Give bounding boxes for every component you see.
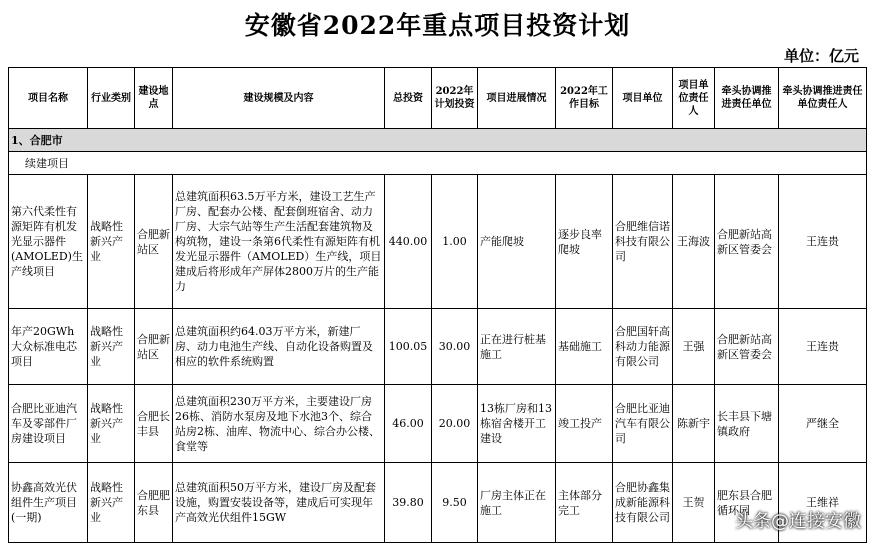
lead-person: 王维祥 (779, 463, 867, 543)
header-company: 项目单位 (613, 68, 673, 129)
scope: 总建筑面积约64.03万平方米，新建厂房、动力电池生产线、自动化设备购置及相应的软件系统购置 (173, 309, 385, 385)
scope: 总建筑面积50万平方米，建设厂房及配套设施，购置安装设备等，建成后可实现年产高效光伏组件15GW (173, 463, 385, 543)
progress: 13栋厂房和13栋宿舍楼开工建设 (478, 385, 556, 463)
goal: 基础施工 (556, 309, 613, 385)
person: 陈新宇 (673, 385, 715, 463)
scope: 总建筑面积63.5万平方米，建设工艺生产厂房、配套办公楼、配套倒班宿舍、动力厂房、大宗气站等生产生活配套建筑物及构筑物，建设一条第6代柔性有源矩阵有机发光显示器件（AMOLED）生产线，项目建成后将形成年产屏体2800万片的生产能力 (173, 175, 385, 309)
header-project-name: 项目名称 (9, 68, 88, 129)
investment-plan-table (8, 67, 867, 543)
header-progress: 项目进展情况 (478, 68, 556, 129)
lead-unit: 肥东县合肥循环园 (715, 463, 779, 543)
project-name: 合肥比亚迪汽车及零部件厂房建设项目 (9, 385, 88, 463)
lead-unit: 长丰县下塘镇政府 (715, 385, 779, 463)
plan-investment: 1.00 (432, 175, 478, 309)
location: 合肥新站区 (135, 309, 173, 385)
project-name: 年产20GWh大众标准电芯项目 (9, 309, 88, 385)
company: 合肥国轩高科动力能源有限公司 (613, 309, 673, 385)
industry: 战略性新兴产业 (88, 463, 135, 543)
plan-investment: 30.00 (432, 309, 478, 385)
person: 王贺 (673, 463, 715, 543)
progress: 正在进行桩基施工 (478, 309, 556, 385)
progress: 厂房主体正在施工 (478, 463, 556, 543)
table-row (9, 175, 867, 309)
header-lead-person: 牵头协调推进责任单位责任人 (779, 68, 867, 129)
company: 合肥比亚迪汽车有限公司 (613, 385, 673, 463)
section-row (9, 129, 867, 152)
plan-investment: 20.00 (432, 385, 478, 463)
lead-person: 王连贵 (779, 175, 867, 309)
industry: 战略性新兴产业 (88, 309, 135, 385)
header-lead-unit: 牵头协调推进责任单位 (715, 68, 779, 129)
subsection-title: 续建项目 (9, 152, 867, 175)
progress: 产能爬坡 (478, 175, 556, 309)
watermark: 头条@连接安徽 (735, 511, 861, 532)
location: 合肥肥东县 (135, 463, 173, 543)
header-location: 建设地点 (135, 68, 173, 129)
project-name: 第六代柔性有源矩阵有机发光显示器件(AMOLED)生产线项目 (9, 175, 88, 309)
lead-unit: 合肥新站高新区管委会 (715, 309, 779, 385)
industry: 战略性新兴产业 (88, 175, 135, 309)
company: 合肥协鑫集成新能源科技有限公司 (613, 463, 673, 543)
goal: 主体部分完工 (556, 463, 613, 543)
location: 合肥新站区 (135, 175, 173, 309)
total-investment: 100.05 (385, 309, 432, 385)
header-person: 项目单位责任人 (673, 68, 715, 129)
lead-unit: 合肥新站高新区管委会 (715, 175, 779, 309)
plan-investment: 9.50 (432, 463, 478, 543)
lead-person: 严继全 (779, 385, 867, 463)
scope: 总建筑面积230万平方米，主要建设厂房26栋、消防水泵房及地下水池3个、综合站房2栋、油库、物流中心、综合办公楼、食堂等 (173, 385, 385, 463)
header-plan-investment: 2022年计划投资 (432, 68, 478, 129)
goal: 竣工投产 (556, 385, 613, 463)
person: 王海波 (673, 175, 715, 309)
unit-label: 单位：亿元 (783, 47, 859, 65)
total-investment: 440.00 (385, 175, 432, 309)
total-investment: 46.00 (385, 385, 432, 463)
section-title: 1、合肥市 (9, 129, 867, 152)
header-goal: 2022年工作目标 (556, 68, 613, 129)
header-total-investment: 总投资 (385, 68, 432, 129)
company: 合肥维信诺科技有限公司 (613, 175, 673, 309)
lead-person: 王连贵 (779, 309, 867, 385)
table-row (9, 385, 867, 463)
subsection-row (9, 152, 867, 175)
person: 王强 (673, 309, 715, 385)
header-scope: 建设规模及内容 (173, 68, 385, 129)
location: 合肥长丰县 (135, 385, 173, 463)
total-investment: 39.80 (385, 463, 432, 543)
project-name: 协鑫高效光伏组件生产项目(一期) (9, 463, 88, 543)
industry: 战略性新兴产业 (88, 385, 135, 463)
goal: 逐步良率爬坡 (556, 175, 613, 309)
header-industry: 行业类别 (88, 68, 135, 129)
document-title: 安徽省2022年重点项目投资计划 (244, 11, 631, 40)
table-row (9, 309, 867, 385)
header-row (9, 68, 867, 129)
